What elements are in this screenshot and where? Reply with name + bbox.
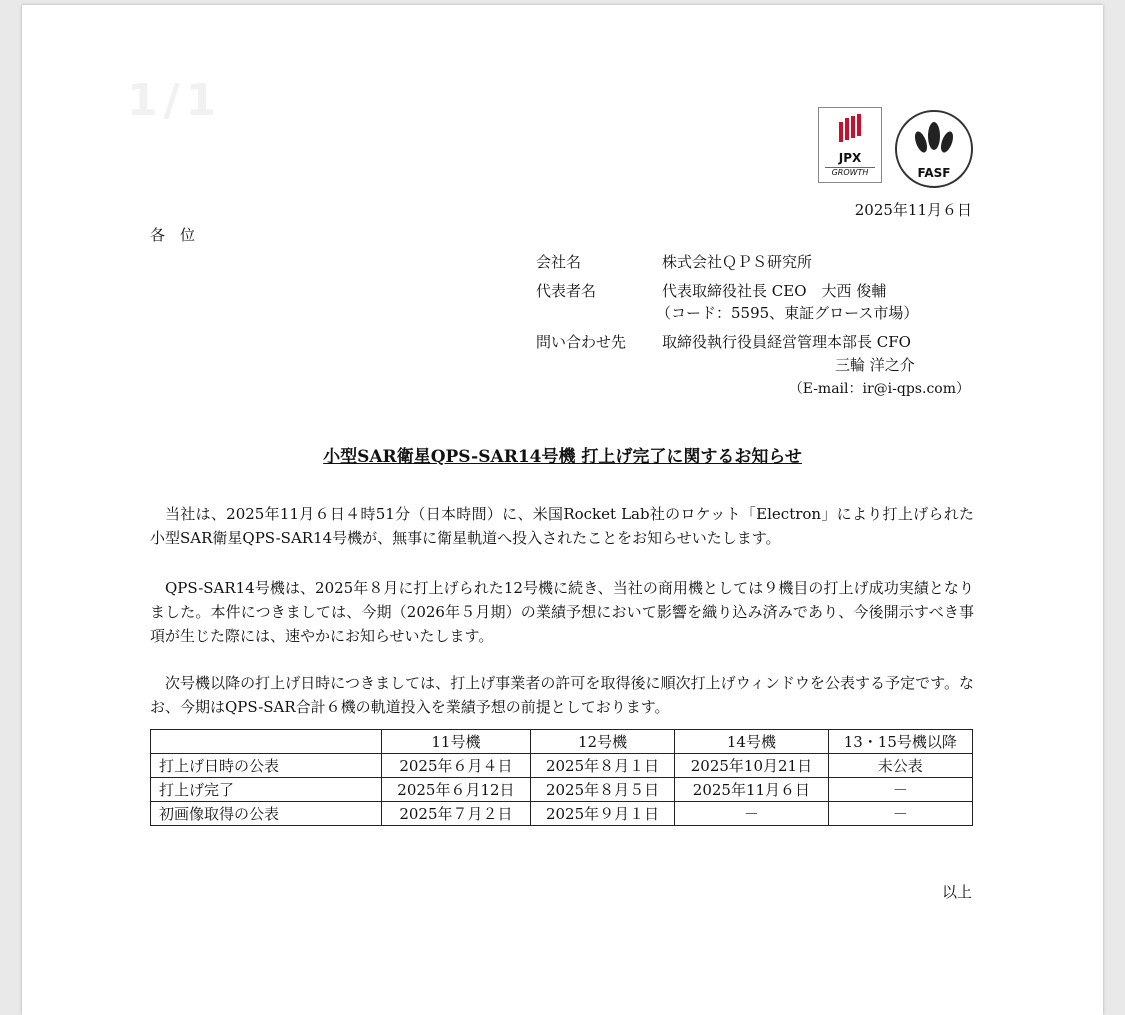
table-row <box>151 802 973 826</box>
paragraph-3: 次号機以降の打上げ日時につきましては、打上げ事業者の許可を取得後に順次打上げウィンドウを公表する予定です。なお、今期はQPS-SAR合計６機の軌道投入を業績予想の前提としております。 <box>150 674 974 716</box>
stock-code: （コード：5595、東証グロース市場） <box>656 304 919 322</box>
closing-remark: 以上 <box>941 883 972 901</box>
table-cell: － <box>675 802 828 826</box>
contact-name: 三輪 洋之介 <box>835 356 915 374</box>
table-cell: 2025年６月４日 <box>382 754 531 778</box>
fasf-leaves-icon <box>897 112 971 162</box>
launch-schedule-table <box>150 729 973 826</box>
table-header: 13・15号機以降 <box>828 730 972 754</box>
table-cell: － <box>828 802 972 826</box>
table-cell: 2025年６月12日 <box>382 778 531 802</box>
document-title: 小型SAR衛星QPS-SAR14号機 打上げ完了に関するお知らせ <box>323 447 802 467</box>
table-header: 11号機 <box>382 730 531 754</box>
label-representative: 代表者名 <box>536 282 597 300</box>
table-row <box>151 778 973 802</box>
document-page <box>22 5 1103 1015</box>
table-header: 12号機 <box>530 730 674 754</box>
paragraph-1: 当社は、2025年11月６日４時51分（日本時間）に、米国Rocket Lab社のロケット「Electron」により打上げられた小型SAR衛星QPS-SAR14号機が、無事に衛星軌道へ投入されたことをお知らせいたします。 <box>150 505 974 547</box>
table-header: 14号機 <box>675 730 828 754</box>
jpx-growth-logo <box>818 107 882 183</box>
row-label: 初画像取得の公表 <box>151 802 382 826</box>
jpx-bars-icon <box>819 108 881 148</box>
contact-title: 取締役執行役員経営管理本部長 CFO <box>662 333 911 351</box>
table-cell: 2025年９月１日 <box>530 802 674 826</box>
addressee: 各 位 <box>150 226 196 244</box>
table-cell: 2025年11月６日 <box>675 778 828 802</box>
contact-email: （E-mail：ir@i-qps.com） <box>788 381 970 397</box>
jpx-logo-text: JPX <box>838 151 862 165</box>
table-cell: － <box>828 778 972 802</box>
row-label: 打上げ完了 <box>151 778 382 802</box>
table-header-row <box>151 730 973 754</box>
table-cell: 2025年８月５日 <box>530 778 674 802</box>
table-cell: 未公表 <box>828 754 972 778</box>
release-date: 2025年11月６日 <box>854 201 972 219</box>
table-cell: 2025年８月１日 <box>530 754 674 778</box>
row-label: 打上げ日時の公表 <box>151 754 382 778</box>
table-row <box>151 754 973 778</box>
label-company-name: 会社名 <box>536 253 582 271</box>
fasf-logo <box>895 110 973 188</box>
fasf-logo-text: FASF <box>917 166 951 180</box>
paragraph-2: QPS-SAR14号機は、2025年８月に打上げられた12号機に続き、当社の商用機としては９機目の打上げ成功実績となりました。本件につきましては、今期（2026年５月期）の業績予想において影響を織り込み済みであり、今後開示すべき事項が生じた際には、速やかにお知らせいたします。 <box>150 579 974 645</box>
page-indicator: 1/1 <box>127 75 223 126</box>
table-cell: 2025年10月21日 <box>675 754 828 778</box>
jpx-logo-subtext: GROWTH <box>825 167 875 177</box>
company-name: 株式会社ＱＰＳ研究所 <box>662 253 813 271</box>
label-contact: 問い合わせ先 <box>536 333 627 351</box>
table-header <box>151 730 382 754</box>
table-cell: 2025年７月２日 <box>382 802 531 826</box>
representative: 代表取締役社長 CEO 大西 俊輔 <box>662 282 887 300</box>
